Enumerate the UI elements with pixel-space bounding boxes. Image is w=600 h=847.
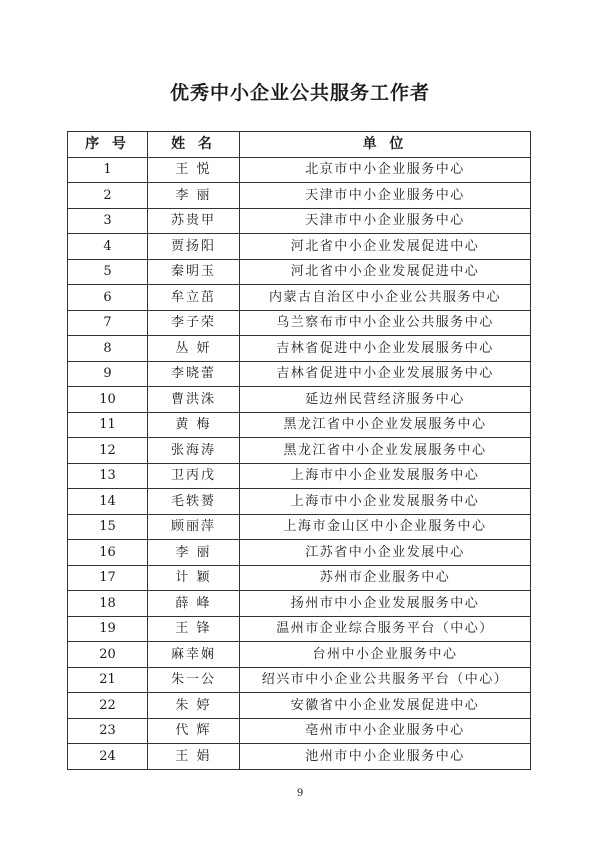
cell-no: 1 <box>68 157 148 183</box>
cell-unit: 上海市中小企业发展服务中心 <box>240 489 531 515</box>
cell-name: 王 娟 <box>148 744 240 770</box>
header-no: 序 号 <box>68 132 148 158</box>
cell-no: 14 <box>68 489 148 515</box>
cell-no: 6 <box>68 285 148 311</box>
table-row <box>68 591 531 617</box>
cell-name: 曹洪洙 <box>148 387 240 413</box>
table-row <box>68 616 531 642</box>
cell-name: 顾丽萍 <box>148 514 240 540</box>
cell-unit: 北京市中小企业服务中心 <box>240 157 531 183</box>
cell-unit: 扬州市中小企业发展服务中心 <box>240 591 531 617</box>
cell-no: 18 <box>68 591 148 617</box>
table-row <box>68 412 531 438</box>
cell-name: 李晓蕾 <box>148 361 240 387</box>
cell-name: 代 辉 <box>148 718 240 744</box>
cell-no: 10 <box>68 387 148 413</box>
cell-unit: 吉林省促进中小企业发展服务中心 <box>240 336 531 362</box>
cell-no: 11 <box>68 412 148 438</box>
table-row <box>68 642 531 668</box>
table-row <box>68 336 531 362</box>
cell-no: 9 <box>68 361 148 387</box>
cell-name: 麻幸娴 <box>148 642 240 668</box>
table-row <box>68 514 531 540</box>
cell-unit: 内蒙古自治区中小企业公共服务中心 <box>240 285 531 311</box>
cell-name: 苏贵甲 <box>148 208 240 234</box>
cell-unit: 亳州市中小企业服务中心 <box>240 718 531 744</box>
table-row <box>68 259 531 285</box>
cell-no: 5 <box>68 259 148 285</box>
cell-unit: 苏州市企业服务中心 <box>240 565 531 591</box>
table-row <box>68 718 531 744</box>
cell-unit: 黑龙江省中小企业发展服务中心 <box>240 412 531 438</box>
cell-name: 毛轶赟 <box>148 489 240 515</box>
cell-unit: 安徽省中小企业发展促进中心 <box>240 693 531 719</box>
awardee-table <box>67 131 531 770</box>
table-row <box>68 438 531 464</box>
cell-name: 薛 峰 <box>148 591 240 617</box>
cell-no: 24 <box>68 744 148 770</box>
header-name: 姓 名 <box>148 132 240 158</box>
table-row <box>68 540 531 566</box>
cell-no: 2 <box>68 183 148 209</box>
cell-unit: 吉林省促进中小企业发展服务中心 <box>240 361 531 387</box>
cell-no: 3 <box>68 208 148 234</box>
cell-name: 李子荣 <box>148 310 240 336</box>
cell-unit: 延边州民营经济服务中心 <box>240 387 531 413</box>
cell-no: 15 <box>68 514 148 540</box>
cell-no: 23 <box>68 718 148 744</box>
cell-no: 20 <box>68 642 148 668</box>
cell-name: 贾扬阳 <box>148 234 240 260</box>
cell-name: 计 颖 <box>148 565 240 591</box>
cell-name: 卫丙戊 <box>148 463 240 489</box>
cell-name: 李 丽 <box>148 540 240 566</box>
table-row <box>68 234 531 260</box>
cell-unit: 上海市中小企业发展服务中心 <box>240 463 531 489</box>
cell-unit: 乌兰察布市中小企业公共服务中心 <box>240 310 531 336</box>
page-number: 9 <box>296 788 304 799</box>
cell-unit: 天津市中小企业服务中心 <box>240 208 531 234</box>
header-unit: 单 位 <box>240 132 531 158</box>
table-row <box>68 310 531 336</box>
cell-name: 丛 妍 <box>148 336 240 362</box>
cell-unit: 池州市中小企业服务中心 <box>240 744 531 770</box>
cell-no: 21 <box>68 667 148 693</box>
table-row <box>68 361 531 387</box>
page-title: 优秀中小企业公共服务工作者 <box>169 82 430 104</box>
cell-no: 16 <box>68 540 148 566</box>
cell-no: 19 <box>68 616 148 642</box>
cell-no: 7 <box>68 310 148 336</box>
cell-unit: 上海市金山区中小企业服务中心 <box>240 514 531 540</box>
cell-name: 朱一公 <box>148 667 240 693</box>
cell-name: 王 锋 <box>148 616 240 642</box>
cell-name: 秦明玉 <box>148 259 240 285</box>
table-row <box>68 744 531 770</box>
cell-unit: 天津市中小企业服务中心 <box>240 183 531 209</box>
cell-unit: 台州中小企业服务中心 <box>240 642 531 668</box>
cell-unit: 江苏省中小企业发展中心 <box>240 540 531 566</box>
cell-unit: 河北省中小企业发展促进中心 <box>240 234 531 260</box>
cell-unit: 温州市企业综合服务平台（中心） <box>240 616 531 642</box>
table-row <box>68 157 531 183</box>
cell-no: 8 <box>68 336 148 362</box>
cell-no: 12 <box>68 438 148 464</box>
table-row <box>68 463 531 489</box>
cell-no: 17 <box>68 565 148 591</box>
cell-name: 张海涛 <box>148 438 240 464</box>
table-body <box>68 157 531 769</box>
table-row <box>68 489 531 515</box>
table-header-row <box>68 132 531 158</box>
table-row <box>68 667 531 693</box>
cell-unit: 黑龙江省中小企业发展服务中心 <box>240 438 531 464</box>
cell-name: 朱 婷 <box>148 693 240 719</box>
table-row <box>68 208 531 234</box>
cell-name: 王 悦 <box>148 157 240 183</box>
table-row <box>68 565 531 591</box>
table-row <box>68 183 531 209</box>
cell-no: 22 <box>68 693 148 719</box>
table-row <box>68 387 531 413</box>
cell-unit: 绍兴市中小企业公共服务平台（中心） <box>240 667 531 693</box>
table-row <box>68 693 531 719</box>
table-row <box>68 285 531 311</box>
cell-name: 牟立茁 <box>148 285 240 311</box>
cell-name: 黄 梅 <box>148 412 240 438</box>
cell-no: 4 <box>68 234 148 260</box>
cell-no: 13 <box>68 463 148 489</box>
cell-unit: 河北省中小企业发展促进中心 <box>240 259 531 285</box>
cell-name: 李 丽 <box>148 183 240 209</box>
